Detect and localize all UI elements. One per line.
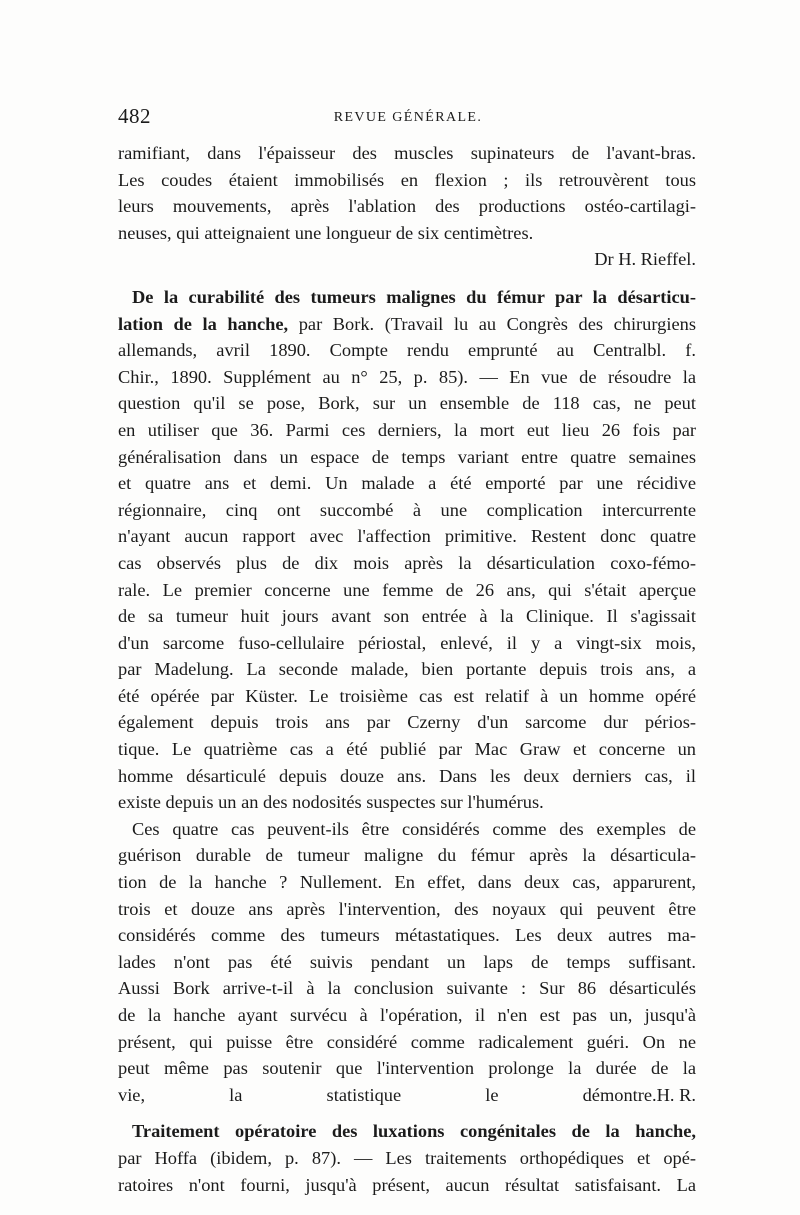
text-line: Chir., 1890. Supplément au n° 25, p. 85). — En vue de résoudre la xyxy=(118,366,696,387)
text-line: considérés comme des tumeurs métastatiques. Les deux autres ma- xyxy=(118,925,696,946)
text-line: Ces quatre cas peuvent-ils être considérés comme des exemples de xyxy=(132,818,696,839)
page-number: 482 xyxy=(118,104,151,128)
page-header xyxy=(118,104,698,134)
text-line: rale. Le premier concerne une femme de 26 ans, qui s'était aperçue xyxy=(118,579,696,600)
body-text xyxy=(118,140,696,1198)
text-line: vie, la statistique le démontre. xyxy=(118,1084,657,1105)
text-line: Aussi Bork arrive-t-il à la conclusion suivante : Sur 86 désarticulés xyxy=(118,978,696,999)
text-line: allemands, avril 1890. Compte rendu emprunté au Centralbl. f. xyxy=(118,340,696,361)
article-title-line: De la curabilité des tumeurs malignes du fémur par la désarticu- xyxy=(132,286,696,307)
text-line: également depuis trois ans par Czerny d'un sarcome dur périos- xyxy=(118,712,696,733)
text-line: de la hanche ayant survécu à l'opération, il n'en est pas un, jusqu'à xyxy=(118,1005,696,1025)
text-line: de sa tumeur huit jours avant son entrée à la Clinique. Il s'agissait xyxy=(118,606,696,627)
text-line: neuses, qui atteignaient une longueur de six centimètres. xyxy=(118,222,534,243)
text-line: existe depuis un an des nodosités suspectes sur l'humérus. xyxy=(118,792,544,813)
article-title-line: Traitement opératoire des luxations congénitales de la hanche, xyxy=(132,1121,696,1142)
text-line: n'ayant aucun rapport avec l'affection primitive. Restent donc quatre xyxy=(118,526,696,547)
article-title-line-2 xyxy=(118,311,696,338)
running-title: REVUE GÉNÉRALE. xyxy=(333,110,483,125)
text-line: ratoires n'ont fourni, jusqu'à présent, aucun résultat satisfaisant. La xyxy=(118,1174,696,1195)
text-line: cas observés plus de dix mois après la désarticulation coxo-fémo- xyxy=(118,552,696,573)
text-line: par Hoffa (ibidem, p. 87). — Les traitements orthopédiques et opé- xyxy=(118,1147,696,1168)
article-reference: par Bork. (Travail lu au Congrès des chirurgiens xyxy=(288,313,696,334)
text-line: guérison durable de tumeur maligne du fémur après la désarticula- xyxy=(118,845,696,866)
text-line: et quatre ans et demi. Un malade a été emporté par une récidive xyxy=(118,473,696,494)
closing-line xyxy=(118,1082,696,1109)
text-line: trois et douze ans après l'intervention, des noyaux qui peuvent être xyxy=(118,898,696,919)
text-line: été opérée par Küster. Le troisième cas est relatif à un homme opéré xyxy=(118,685,696,706)
text-line: lades n'ont pas été suivis pendant un laps de temps suffisant. xyxy=(118,951,696,972)
text-line: en utiliser que 36. Parmi ces derniers, la mort eut lieu 26 fois par xyxy=(118,419,696,440)
text-line: d'un sarcome fuso-cellulaire périostal, enlevé, il y a vingt-six mois, xyxy=(118,632,696,653)
text-line: présent, qui puisse être considéré comme radicalement guéri. On ne xyxy=(118,1031,696,1052)
text-line: tique. Le quatrième cas a été publié par Mac Graw et concerne un xyxy=(118,739,696,760)
text-line: tion de la hanche ? Nullement. En effet, dans deux cas, apparurent, xyxy=(118,872,696,893)
text-line: Les coudes étaient immobilisés en flexion ; ils retrouvèrent tous xyxy=(118,169,696,190)
text-line: généralisation dans un espace de temps variant entre quatre semaines xyxy=(118,446,696,467)
text-line: par Madelung. La seconde malade, bien portante depuis trois ans, a xyxy=(118,659,696,680)
signature-hr: H. R. xyxy=(656,1084,696,1105)
text-line: homme désarticulé depuis douze ans. Dans les deux derniers cas, il xyxy=(118,765,696,786)
signature-rieffel: Dr H. Rieffel. xyxy=(594,249,696,270)
article-title-end: lation de la hanche, xyxy=(118,313,289,334)
text-line: ramifiant, dans l'épaisseur des muscles supinateurs de l'avant-bras. xyxy=(118,143,696,163)
text-line: question qu'il se pose, Bork, sur un ensemble de 118 cas, ne peut xyxy=(118,393,696,414)
text-line: leurs mouvements, après l'ablation des productions ostéo-cartilagi- xyxy=(118,196,696,217)
text-line: peut même pas soutenir que l'intervention prolonge la durée de la xyxy=(118,1058,696,1079)
text-line: régionnaire, cinq ont succombé à une complication intercurrente xyxy=(118,499,696,520)
